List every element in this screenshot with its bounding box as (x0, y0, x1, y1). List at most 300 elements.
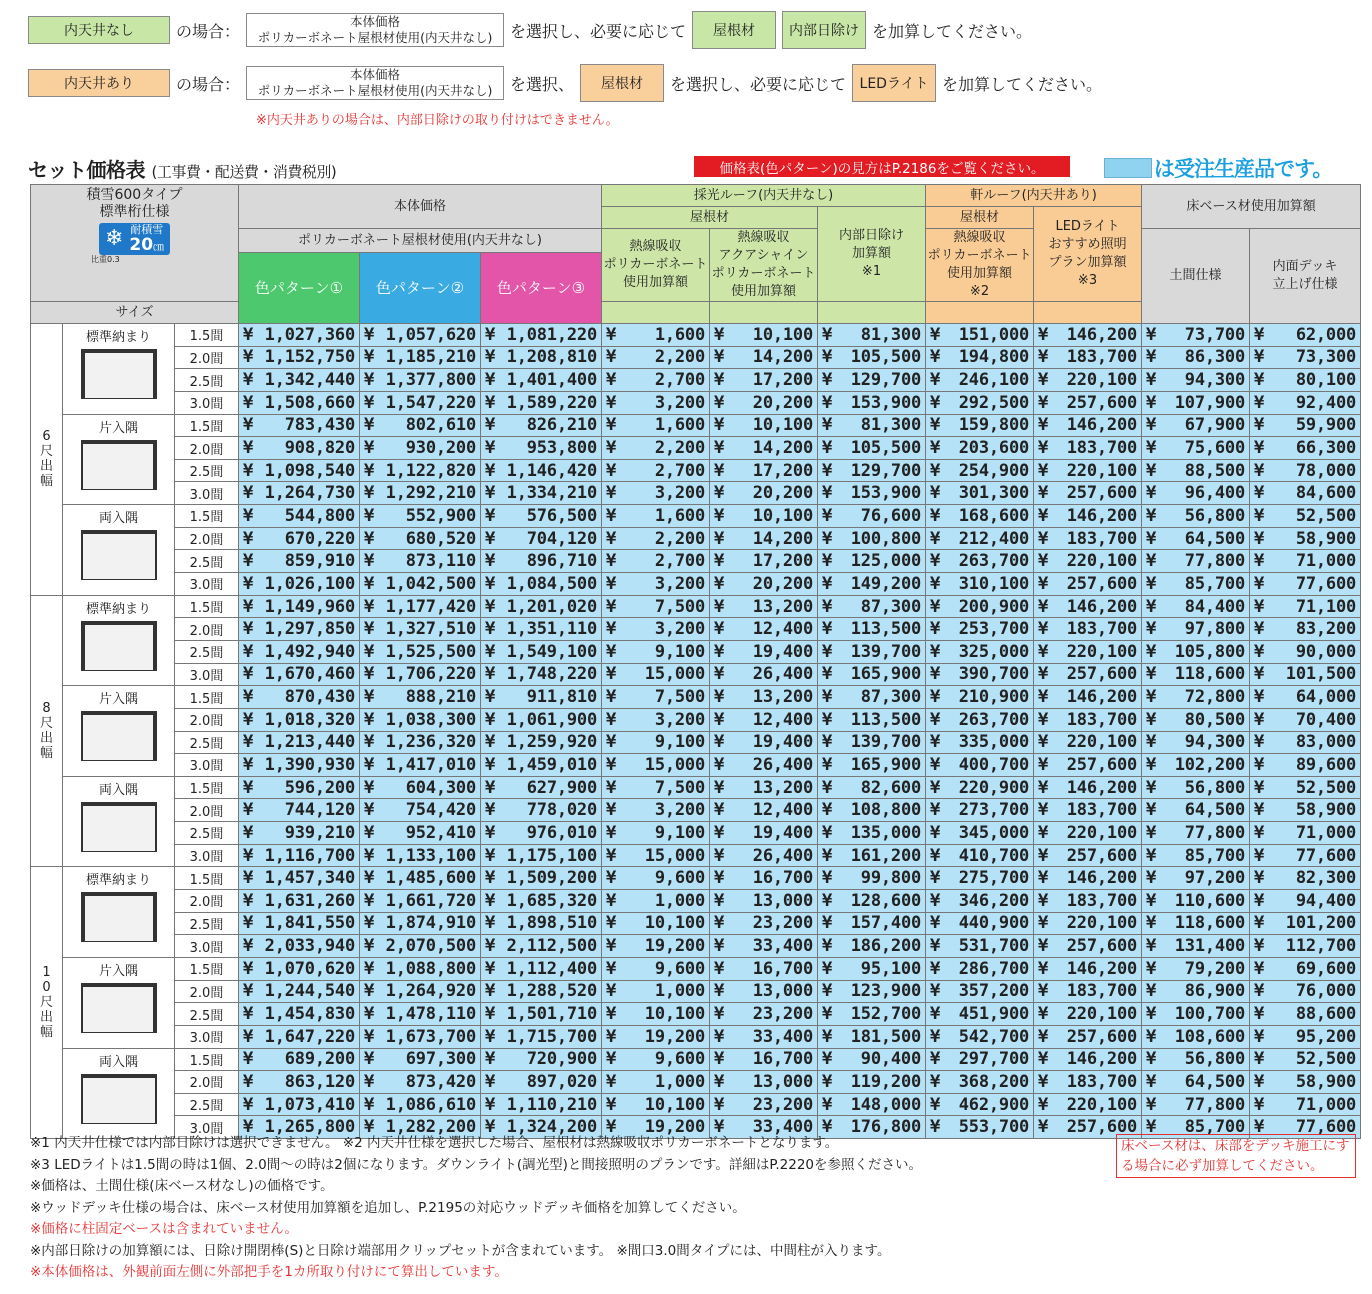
yen-sign: ¥ (1254, 528, 1265, 549)
price-value: 77,800 (1184, 1094, 1246, 1115)
price-cell (1034, 663, 1142, 686)
price-value: 1,673,700 (385, 1026, 476, 1047)
price-cell (710, 595, 818, 618)
price-value: 670,220 (284, 528, 355, 549)
price-cell (926, 618, 1034, 641)
legend-text: は受注生産品です。 (1154, 157, 1333, 181)
price-cell (926, 527, 1034, 550)
price-value: 1,390,930 (264, 754, 355, 775)
header-filler (818, 302, 926, 324)
yen-sign: ¥ (606, 709, 617, 730)
price-value: 165,900 (850, 754, 922, 775)
price-cell (1250, 437, 1361, 460)
table-row (31, 731, 1361, 754)
yen-sign: ¥ (364, 641, 375, 662)
price-value: 94,400 (1295, 890, 1357, 911)
price-cell (1250, 346, 1361, 369)
price-cell (1142, 618, 1250, 641)
price-cell (1034, 324, 1142, 347)
price-cell (710, 391, 818, 414)
price-value: 135,000 (850, 822, 922, 843)
yen-sign: ¥ (714, 777, 725, 798)
price-value: 84,600 (1295, 483, 1357, 504)
price-value: 1,070,620 (264, 958, 355, 979)
price-value: 69,600 (1295, 958, 1357, 979)
price-value: 82,300 (1295, 868, 1357, 889)
price-cell (602, 573, 710, 596)
table-row (31, 799, 1361, 822)
yen-sign: ¥ (714, 460, 725, 481)
price-value: 161,200 (850, 845, 922, 866)
price-cell (239, 1071, 360, 1094)
price-cell (818, 663, 926, 686)
install-diagram (81, 802, 157, 852)
price-cell (926, 731, 1034, 754)
price-value: 129,700 (850, 460, 922, 481)
price-cell (602, 867, 710, 890)
price-cell (481, 822, 602, 845)
yen-sign: ¥ (606, 958, 617, 979)
install-type-label: 両入隅 (98, 1054, 138, 1070)
yen-sign: ¥ (822, 415, 833, 436)
yen-sign: ¥ (606, 415, 617, 436)
yen-sign: ¥ (1146, 641, 1157, 662)
price-value: 220,100 (1066, 732, 1138, 753)
hline: プラン加算額 (1048, 255, 1127, 270)
yen-sign: ¥ (364, 438, 375, 459)
table-row (31, 437, 1361, 460)
price-cell (1034, 573, 1142, 596)
yen-sign: ¥ (243, 936, 254, 957)
price-value: 368,200 (958, 1071, 1030, 1092)
price-cell (481, 573, 602, 596)
price-value: 92,400 (1295, 392, 1357, 413)
yen-sign: ¥ (243, 528, 254, 549)
yen-sign: ¥ (364, 1004, 375, 1025)
hline: おすすめ照明 (1048, 237, 1127, 252)
price-value: 77,800 (1184, 551, 1246, 572)
install-type-cell (63, 414, 175, 505)
price-cell (1034, 935, 1142, 958)
price-value: 64,500 (1184, 528, 1246, 549)
price-cell (710, 505, 818, 528)
yen-sign: ¥ (364, 1049, 375, 1070)
table-row (31, 482, 1361, 505)
size-cell: 3.0間 (175, 1116, 239, 1139)
hline: 加算額 (852, 246, 892, 261)
yen-sign: ¥ (1146, 347, 1157, 368)
price-value: 952,410 (405, 822, 476, 843)
price-value: 76,000 (1295, 981, 1357, 1002)
price-value: 113,500 (850, 709, 922, 730)
yen-sign: ¥ (1254, 347, 1265, 368)
yen-sign: ¥ (1038, 619, 1049, 640)
price-cell (926, 867, 1034, 890)
yen-sign: ¥ (243, 641, 254, 662)
yen-sign: ¥ (930, 1117, 941, 1138)
price-value: 14,200 (752, 438, 813, 459)
size-cell: 3.0間 (175, 1025, 239, 1048)
hline: アクアシャイン (718, 248, 809, 263)
price-cell (360, 527, 481, 550)
price-value: 873,110 (405, 551, 476, 572)
table-row (31, 980, 1361, 1003)
price-value: 1,027,360 (264, 324, 355, 345)
yen-sign: ¥ (243, 596, 254, 617)
price-cell (239, 754, 360, 777)
yen-sign: ¥ (930, 845, 941, 866)
hline: 使用加算額 (947, 266, 1013, 281)
price-cell (360, 980, 481, 1003)
yen-sign: ¥ (243, 392, 254, 413)
price-cell (481, 1003, 602, 1026)
yen-sign: ¥ (1146, 505, 1157, 526)
price-value: 146,200 (1066, 1049, 1138, 1070)
price-value: 7,500 (654, 777, 705, 798)
price-cell (926, 1025, 1034, 1048)
yen-sign: ¥ (1254, 370, 1265, 391)
price-value: 911,810 (526, 687, 597, 708)
price-value: 1,685,320 (506, 890, 597, 911)
yen-sign: ¥ (714, 573, 725, 594)
price-cell (1142, 437, 1250, 460)
yen-sign: ¥ (822, 777, 833, 798)
price-value: 87,300 (860, 687, 922, 708)
yen-sign: ¥ (606, 868, 617, 889)
inner-shade-tag: 内部日除け (782, 11, 866, 49)
yen-sign: ¥ (364, 528, 375, 549)
price-value: 263,700 (958, 551, 1030, 572)
price-value: 1,417,010 (385, 754, 476, 775)
price-value: 113,500 (850, 619, 922, 640)
price-cell (926, 414, 1034, 437)
legend-swatch (1104, 158, 1152, 178)
price-value: 1,042,500 (385, 573, 476, 594)
price-value: 19,400 (752, 641, 813, 662)
yen-sign: ¥ (606, 936, 617, 957)
price-cell (1142, 459, 1250, 482)
price-cell (360, 346, 481, 369)
price-value: 257,600 (1066, 1117, 1138, 1138)
price-cell (1142, 890, 1250, 913)
yen-sign: ¥ (364, 777, 375, 798)
yen-sign: ¥ (1254, 936, 1265, 957)
yen-sign: ¥ (1038, 1026, 1049, 1047)
price-cell (1034, 640, 1142, 663)
price-value: 7,500 (654, 687, 705, 708)
price-cell (1034, 980, 1142, 1003)
price-cell (1142, 505, 1250, 528)
price-cell (926, 912, 1034, 935)
price-value: 3,200 (654, 573, 705, 594)
price-value: 440,900 (958, 913, 1030, 934)
price-cell (481, 776, 602, 799)
price-value: 12,400 (752, 619, 813, 640)
price-value: 257,600 (1066, 845, 1138, 866)
price-value: 146,200 (1066, 687, 1138, 708)
yen-sign: ¥ (1254, 619, 1265, 640)
ratio-label: 比重0.3 (91, 255, 120, 264)
yen-sign: ¥ (1254, 551, 1265, 572)
price-cell (602, 346, 710, 369)
price-cell (926, 890, 1034, 913)
price-cell (602, 708, 710, 731)
price-cell (239, 505, 360, 528)
price-value: 1,600 (654, 324, 705, 345)
price-value: 110,600 (1174, 890, 1246, 911)
price-value: 542,700 (958, 1026, 1030, 1047)
yen-sign: ¥ (606, 641, 617, 662)
price-value: 64,500 (1184, 1071, 1246, 1092)
price-cell (818, 890, 926, 913)
yen-sign: ¥ (1146, 1026, 1157, 1047)
price-cell (602, 799, 710, 822)
yen-sign: ¥ (714, 754, 725, 775)
floor-base-note: 床ベース材は、床部をデッキ施工にする場合に必ず加算してください。 (1116, 1134, 1356, 1178)
instruction-text: を選択、 (510, 74, 575, 94)
price-cell (1034, 346, 1142, 369)
table-row (31, 527, 1361, 550)
yen-sign: ¥ (1254, 687, 1265, 708)
price-value: 13,200 (752, 596, 813, 617)
price-value: 1,492,940 (264, 641, 355, 662)
install-diagram (81, 621, 157, 671)
yen-sign: ¥ (364, 800, 375, 821)
price-value: 71,100 (1295, 596, 1357, 617)
yen-sign: ¥ (1038, 573, 1049, 594)
with-ceiling-tag: 内天井あり (28, 69, 170, 97)
header-filler (926, 302, 1034, 324)
price-value: 210,900 (958, 687, 1030, 708)
price-value: 1,748,220 (506, 664, 597, 685)
yen-sign: ¥ (1254, 845, 1265, 866)
price-value: 3,200 (654, 483, 705, 504)
size-cell: 2.0間 (175, 799, 239, 822)
price-value: 1,485,600 (385, 868, 476, 889)
title-sub: (工事費・配送費・消費税別) (151, 163, 337, 181)
yen-sign: ¥ (485, 913, 496, 934)
price-value: 930,200 (405, 438, 476, 459)
yen-sign: ¥ (930, 732, 941, 753)
price-cell (710, 844, 818, 867)
hline: LEDライト (1055, 219, 1120, 234)
price-value: 77,600 (1295, 845, 1357, 866)
yen-sign: ¥ (714, 1049, 725, 1070)
price-value: 310,100 (958, 573, 1030, 594)
price-cell (1034, 912, 1142, 935)
price-value: 1,175,100 (506, 845, 597, 866)
yen-sign: ¥ (1254, 1004, 1265, 1025)
yen-sign: ¥ (930, 1071, 941, 1092)
yen-sign: ¥ (1254, 754, 1265, 775)
floor-base-header: 床ベース材使用加算額 (1142, 185, 1361, 229)
title-text: セット価格表 (28, 158, 145, 182)
price-cell (926, 482, 1034, 505)
price-value: 56,800 (1184, 1049, 1246, 1070)
size-cell: 2.0間 (175, 1071, 239, 1094)
yen-sign: ¥ (364, 868, 375, 889)
yen-sign: ¥ (364, 324, 375, 345)
table-row (31, 912, 1361, 935)
roof-material-tag: 屋根材 (692, 11, 776, 49)
yen-sign: ¥ (1254, 505, 1265, 526)
table-row (31, 754, 1361, 777)
price-cell (710, 437, 818, 460)
price-value: 3,200 (654, 392, 705, 413)
price-value: 52,500 (1295, 777, 1357, 798)
price-value: 553,700 (958, 1117, 1030, 1138)
yen-sign: ¥ (606, 800, 617, 821)
price-cell (481, 686, 602, 709)
price-cell (1142, 663, 1250, 686)
price-cell (818, 1048, 926, 1071)
install-type-label: 両入隅 (98, 511, 138, 527)
yen-sign: ¥ (364, 415, 375, 436)
price-cell (1034, 754, 1142, 777)
price-value: 80,500 (1184, 709, 1246, 730)
instruction-text: を選択し、必要に応じて (670, 74, 847, 94)
yen-sign: ¥ (606, 1026, 617, 1047)
price-cell (481, 1025, 602, 1048)
yen-sign: ¥ (485, 415, 496, 436)
price-value: 2,700 (654, 370, 705, 391)
box-line: 本体価格 (350, 67, 401, 82)
install-type-label: 標準納まり (85, 873, 151, 889)
price-cell (481, 731, 602, 754)
price-cell (1034, 1093, 1142, 1116)
price-cell (926, 346, 1034, 369)
table-row (31, 391, 1361, 414)
price-cell (818, 482, 926, 505)
price-value: 139,700 (850, 641, 922, 662)
yen-sign: ¥ (606, 845, 617, 866)
size-cell: 3.0間 (175, 391, 239, 414)
price-value: 101,500 (1285, 664, 1357, 685)
yen-sign: ¥ (822, 981, 833, 1002)
price-cell (1142, 391, 1250, 414)
price-cell (1142, 776, 1250, 799)
size-cell: 2.5間 (175, 640, 239, 663)
yen-sign: ¥ (485, 505, 496, 526)
yen-sign: ¥ (714, 845, 725, 866)
price-cell (926, 1093, 1034, 1116)
table-row (31, 935, 1361, 958)
hline: 熱線吸収 (629, 239, 682, 254)
price-value: 1,874,910 (385, 913, 476, 934)
price-value: 152,700 (850, 1004, 922, 1025)
price-cell (602, 369, 710, 392)
price-cell (926, 754, 1034, 777)
price-value: 220,100 (1066, 551, 1138, 572)
price-value: 1,377,800 (385, 370, 476, 391)
yen-sign: ¥ (714, 1026, 725, 1047)
yen-sign: ¥ (1146, 981, 1157, 1002)
yen-sign: ¥ (243, 732, 254, 753)
price-cell (1142, 1025, 1250, 1048)
price-cell (710, 708, 818, 731)
price-cell (602, 505, 710, 528)
table-row (31, 957, 1361, 980)
price-value: 131,400 (1174, 936, 1246, 957)
yen-sign: ¥ (606, 1071, 617, 1092)
yen-sign: ¥ (930, 370, 941, 391)
price-value: 88,600 (1295, 1004, 1357, 1025)
price-value: 146,200 (1066, 596, 1138, 617)
price-value: 1,086,610 (385, 1094, 476, 1115)
table-row (31, 1003, 1361, 1026)
footnote: ※価格に柱固定ベースは含まれていません。 (30, 1221, 298, 1237)
price-cell (1034, 437, 1142, 460)
yen-sign: ¥ (1038, 687, 1049, 708)
install-diagram (81, 983, 157, 1033)
price-value: 95,200 (1295, 1026, 1357, 1047)
price-value: 13,000 (752, 890, 813, 911)
yen-sign: ¥ (714, 619, 725, 640)
price-cell (710, 1048, 818, 1071)
price-cell (481, 844, 602, 867)
price-cell (602, 1093, 710, 1116)
price-cell (818, 776, 926, 799)
price-cell (360, 663, 481, 686)
price-cell (926, 980, 1034, 1003)
price-value: 12,400 (752, 709, 813, 730)
price-value: 1,282,200 (385, 1117, 476, 1138)
inner-shade-header (818, 207, 926, 302)
price-value: 896,710 (526, 551, 597, 572)
price-cell (926, 595, 1034, 618)
price-cell (710, 1093, 818, 1116)
price-value: 153,900 (850, 392, 922, 413)
yen-sign: ¥ (364, 754, 375, 775)
price-cell (926, 505, 1034, 528)
price-value: 462,900 (958, 1094, 1030, 1115)
price-value: 2,700 (654, 551, 705, 572)
price-value: 1,288,520 (506, 981, 597, 1002)
table-row (31, 505, 1361, 528)
yen-sign: ¥ (822, 664, 833, 685)
yen-sign: ¥ (1038, 754, 1049, 775)
yen-sign: ¥ (485, 324, 496, 345)
yen-sign: ¥ (714, 981, 725, 1002)
yen-sign: ¥ (1146, 596, 1157, 617)
price-cell (710, 776, 818, 799)
price-cell (1034, 1071, 1142, 1094)
yen-sign: ¥ (930, 324, 941, 345)
price-cell (1034, 505, 1142, 528)
yen-sign: ¥ (930, 551, 941, 572)
yen-sign: ¥ (930, 687, 941, 708)
yen-sign: ¥ (1254, 664, 1265, 685)
install-type-cell (63, 957, 175, 1048)
price-cell (360, 890, 481, 913)
yen-sign: ¥ (714, 664, 725, 685)
price-value: 15,000 (644, 845, 705, 866)
price-cell (818, 1071, 926, 1094)
hline: 熱線吸収 (737, 230, 790, 245)
yen-sign: ¥ (1038, 1117, 1049, 1138)
price-cell (818, 1093, 926, 1116)
price-value: 246,100 (958, 370, 1030, 391)
yen-sign: ¥ (930, 868, 941, 889)
price-value: 1,549,100 (506, 641, 597, 662)
price-value: 105,500 (850, 347, 922, 368)
price-cell (1142, 935, 1250, 958)
price-cell (239, 686, 360, 709)
price-cell (239, 482, 360, 505)
price-cell (602, 1048, 710, 1071)
price-cell (481, 550, 602, 573)
led-light-tag: LEDライト (852, 64, 936, 102)
